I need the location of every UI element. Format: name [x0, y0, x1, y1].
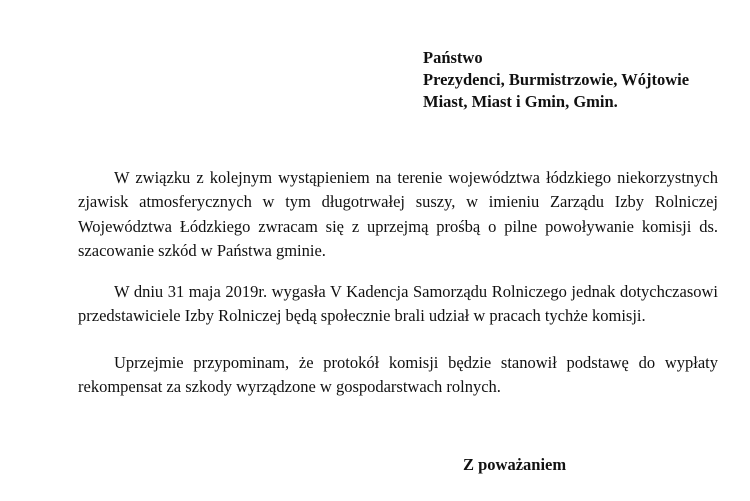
closing-salutation: Z poważaniem — [463, 455, 567, 474]
body-paragraph-2: W dniu 31 maja 2019r. wygasła V Kadencja Samorządu Rolniczego jednak dotychczasowi przedstawiciele Izby Rolniczej będą społecznie brali udział w pracach tychże komisji. — [78, 282, 718, 326]
addressee-line-2: Prezydenci, Burmistrzowie, Wójtowie — [423, 70, 690, 89]
addressee-block — [423, 47, 689, 113]
addressee-line-3: Miast, Miast i Gmin, Gmin. — [423, 92, 618, 111]
addressee-line-1: Państwo — [423, 48, 483, 67]
body-paragraph-3: Uprzejmie przypominam, że protokół komisji będzie stanowił podstawę do wypłaty rekompensat za szkody wyrządzone w gospodarstwach rolnych. — [78, 353, 718, 397]
body-paragraph-1: W związku z kolejnym wystąpieniem na terenie województwa łódzkiego niekorzystnych zjawisk atmosferycznych w tym długotrwałej suszy, w imieniu Zarządu Izby Rolniczej Województwa Łódzkiego zwracam się z uprzejmą prośbą o pilne powoływanie komisji ds. szacowanie szkód w Państwa gminie. — [78, 168, 718, 260]
